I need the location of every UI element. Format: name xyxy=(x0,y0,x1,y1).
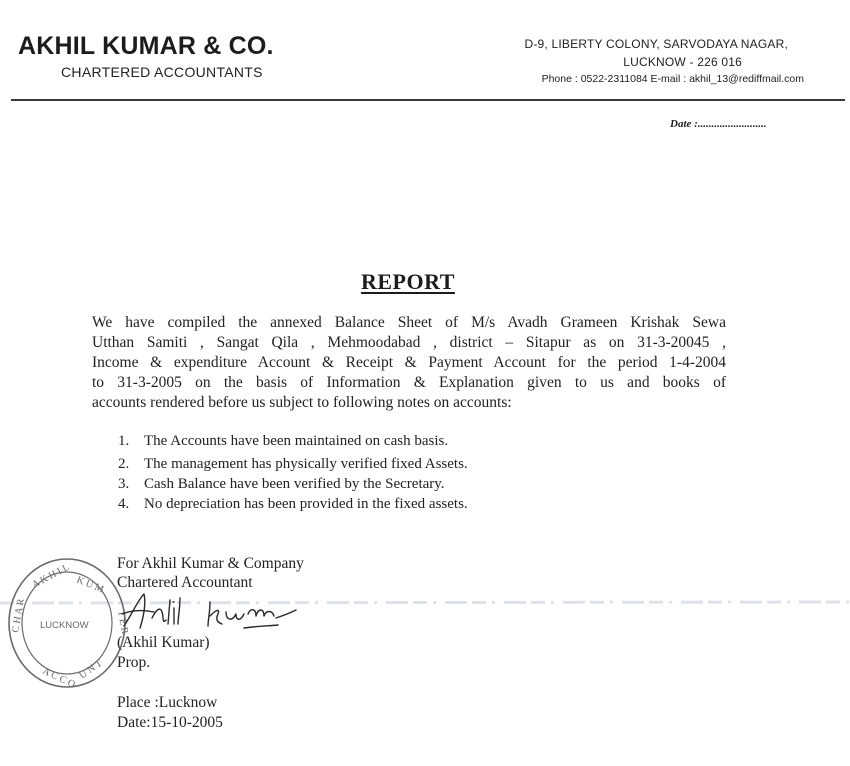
note-number: 2. xyxy=(118,456,130,472)
contact-line: Phone : 0522-2311084 E-mail : akhil_13@rediffmail.com xyxy=(541,73,804,85)
letterhead-divider xyxy=(11,99,845,101)
signatory-name: (Akhil Kumar) xyxy=(117,634,210,651)
note-number: 4. xyxy=(118,496,130,512)
paragraph-line: to 31-3-2005 on the basis of Information & Explanation given to us and books of xyxy=(92,374,726,391)
address-line-1: D-9, LIBERTY COLONY, SARVODAYA NAGAR, xyxy=(524,37,788,51)
svg-text:U N T: U N T xyxy=(77,657,105,682)
handwritten-signature xyxy=(118,588,318,638)
signoff-for-line: For Akhil Kumar & Company xyxy=(117,555,304,572)
note-text: The Accounts have been maintained on cash basis. xyxy=(144,433,449,449)
paragraph-line: Utthan Samiti , Sangat Qila , Mehmoodabad , district – Sitapur as on 31-3-20045 , xyxy=(92,334,726,351)
svg-text:A C C O: A C C O xyxy=(40,665,77,691)
list-item xyxy=(118,496,468,513)
firm-name: AKHIL KUMAR & CO. xyxy=(18,32,274,60)
signoff-role: Chartered Accountant xyxy=(117,574,253,591)
note-text: No depreciation has been provided in the fixed assets. xyxy=(144,496,468,512)
svg-text:K U M: K U M xyxy=(74,574,106,596)
note-text: Cash Balance have been verified by the Secretary. xyxy=(144,476,445,492)
signatory-title: Prop. xyxy=(117,654,151,671)
note-text: The management has physically verified fixed Assets. xyxy=(144,456,468,472)
company-seal-stamp xyxy=(4,555,130,691)
paragraph-line: accounts rendered before us subject to following notes on accounts: xyxy=(92,394,512,411)
firm-subtitle: CHARTERED ACCOUNTANTS xyxy=(61,64,263,80)
paragraph-line: Income & expenditure Account & Receipt & Payment Account for the period 1-4-2004 xyxy=(92,354,726,371)
address-line-2: LUCKNOW - 226 016 xyxy=(623,55,742,69)
date-field: Date :......................... xyxy=(670,118,767,130)
svg-text:T E R: T E R xyxy=(115,609,130,635)
signoff-place: Place :Lucknow xyxy=(117,694,218,711)
list-item xyxy=(118,433,448,450)
paragraph-line: We have compiled the annexed Balance Sheet of M/s Avadh Grameen Krishak Sewa xyxy=(92,314,726,331)
report-title: REPORT xyxy=(361,269,455,294)
note-number: 1. xyxy=(118,433,130,449)
seal-center-text: LUCKNOW xyxy=(40,620,89,631)
note-number: 3. xyxy=(118,476,130,492)
svg-text:C H A R: C H A R xyxy=(10,597,27,634)
svg-text:A K H I L: A K H I L xyxy=(30,561,72,591)
list-item xyxy=(118,456,468,473)
list-item xyxy=(118,476,445,493)
signoff-date: Date:15-10-2005 xyxy=(117,714,223,731)
